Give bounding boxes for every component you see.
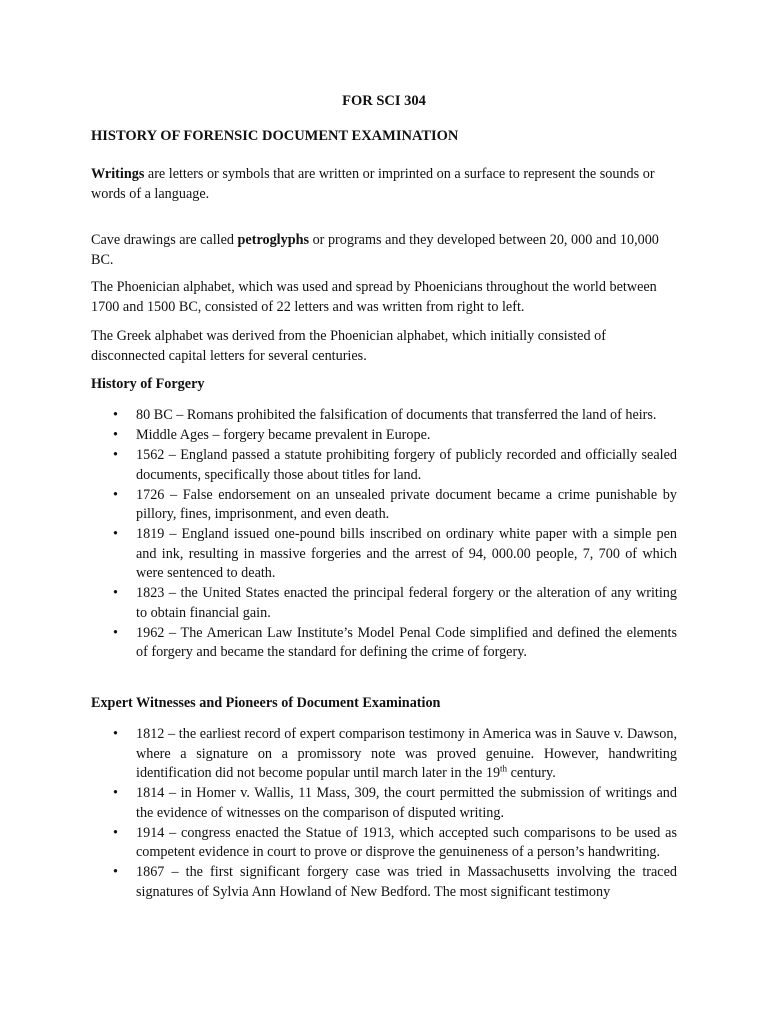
list-item: • 1962 – The American Law Institute’s Model Penal Code simplified and defined the elements of forgery and became the standard for defining the crime of forgery. xyxy=(113,624,677,661)
bullet-icon: • xyxy=(113,526,118,543)
bullet-icon: • xyxy=(113,426,118,443)
list-item: • 1814 – in Homer v. Wallis, 11 Mass, 309, the court permitted the submission of writings and the evidence of witnesses on the comparison of disputed writing. xyxy=(113,785,677,821)
bullet-icon: • xyxy=(113,486,118,503)
bullet-icon: • xyxy=(113,785,118,802)
bullet-icon: • xyxy=(113,726,118,742)
forgery-heading: History of Forgery xyxy=(91,376,205,392)
list-item: • 80 BC – Romans prohibited the falsification of documents that transferred the land of heirs. xyxy=(91,406,677,426)
cave-text-before: Cave drawings are called xyxy=(91,232,238,248)
bullet-icon: • xyxy=(113,446,118,463)
document-title: HISTORY OF FORENSIC DOCUMENT EXAMINATION xyxy=(91,128,459,144)
list-item: • 1819 – England issued one-pound bills inscribed on ordinary white paper with a simple pen and ink, resulting in massive forgeries and the arrest of 94, 000.00 people, 7, 700 of which were sentenced to death. xyxy=(113,526,677,582)
list-item: • 1823 – the United States enacted the principal federal forgery or the alteration of any writing to obtain financial gain. xyxy=(113,585,677,621)
expert-list xyxy=(91,725,677,903)
list-item: • 1812 – the earliest record of expert comparison testimony in America was in Sauve v. Dawson, where a signature on a promissory note was proved genuine. However, handwriting identification did not become popular until march later in the 19th century. xyxy=(113,726,677,782)
list-item: • 1562 – England passed a statute prohibiting forgery of publicly recorded and officially sealed documents, specifically those about titles for land. xyxy=(113,446,677,483)
cave-term: petroglyphs xyxy=(237,232,310,248)
greek-paragraph: The Greek alphabet was derived from the Phoenician alphabet, which initially consisted of disconnected capital letters for several centuries. xyxy=(91,328,606,364)
phoenician-paragraph: The Phoenician alphabet, which was used and spread by Phoenicians throughout the world between 1700 and 1500 BC, consisted of 22 letters and was written from right to left. xyxy=(91,279,657,315)
list-item: • 1726 – False endorsement on an unsealed private document became a crime punishable by pillory, fines, imprisonment, and even death. xyxy=(113,486,677,523)
list-item: • 1867 – the first significant forgery case was tried in Massachusetts involving the traced signatures of Sylvia Ann Howland of New Bedford. The most significant testimony xyxy=(113,864,677,900)
list-item: • 1914 – congress enacted the Statue of 1913, which accepted such comparisons to be used as competent evidence in court to prove or disprove the genuineness of a person’s handwriting. xyxy=(113,824,677,861)
cave-paragraph xyxy=(91,231,677,271)
bullet-icon: • xyxy=(113,864,118,881)
intro-text: are letters or symbols that are written or imprinted on a surface to represent the sounds or words of a language. xyxy=(91,166,655,202)
expert-heading: Expert Witnesses and Pioneers of Document Examination xyxy=(91,695,441,711)
bullet-icon: • xyxy=(113,585,118,602)
list-item: • Middle Ages – forgery became prevalent in Europe. xyxy=(91,426,677,446)
cave-text-after: or programs and they developed between 20, 000 and 10,000 BC. xyxy=(91,232,659,268)
course-code: FOR SCI 304 xyxy=(342,93,426,109)
intro-paragraph xyxy=(91,165,677,205)
intro-term: Writings xyxy=(91,166,145,182)
forgery-list xyxy=(91,406,677,663)
bullet-icon: • xyxy=(113,407,118,423)
bullet-icon: • xyxy=(113,624,118,641)
bullet-icon: • xyxy=(113,824,118,841)
